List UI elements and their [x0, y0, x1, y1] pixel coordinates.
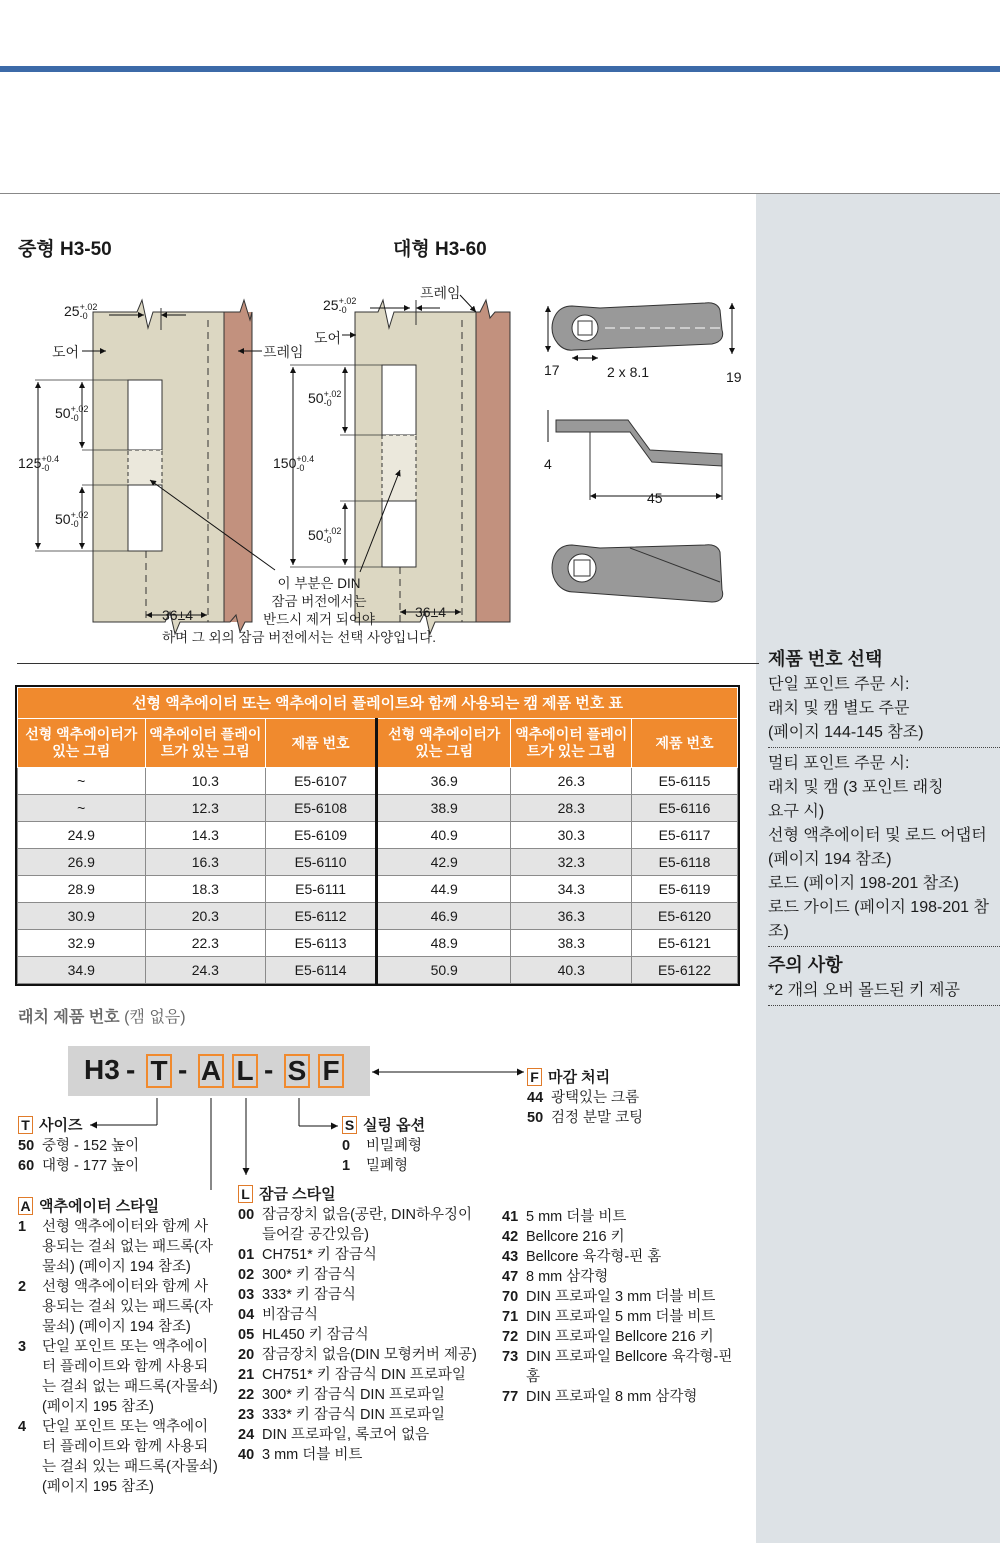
code-letter-a: A [198, 1054, 224, 1088]
option-desc: 비밀폐형 [366, 1138, 423, 1154]
sidebar-content [768, 645, 1000, 1010]
multi-line-8: 조) [768, 923, 789, 940]
table-cell: E5-6114 [266, 957, 377, 984]
option-code: 2 [18, 1279, 27, 1295]
option-item [502, 1327, 742, 1347]
table-cell: 42.9 [376, 849, 510, 876]
table-row [18, 768, 738, 795]
option-code: 1 [342, 1158, 351, 1174]
option-code: 71 [502, 1309, 519, 1325]
option-desc: CH751* 키 잠금식 [262, 1247, 377, 1263]
col-header-part-2: 제품 번호 [632, 719, 738, 768]
table-cell: 40.3 [511, 957, 632, 984]
option-code: 60 [18, 1158, 35, 1174]
seal-block [342, 1116, 425, 1176]
lock-key: L [238, 1185, 253, 1203]
option-item [238, 1365, 478, 1385]
option-code: 70 [502, 1289, 519, 1305]
door-label-large: 도어 [314, 330, 342, 346]
option-item [238, 1325, 478, 1345]
option-item [238, 1245, 478, 1265]
table-cell: 30.9 [18, 903, 146, 930]
finish-key: F [527, 1068, 542, 1086]
table-cell: 40.9 [376, 822, 510, 849]
table-cell: E5-6120 [632, 903, 738, 930]
option-item [502, 1287, 742, 1307]
seal-key: S [342, 1116, 357, 1134]
option-code: 20 [238, 1347, 255, 1363]
table-cell: E5-6115 [632, 768, 738, 795]
table-row [18, 822, 738, 849]
table-cell: 48.9 [376, 930, 510, 957]
table-cell: E5-6109 [266, 822, 377, 849]
table-cell: E5-6108 [266, 795, 377, 822]
multi-line-5: (페이지 194 참조) [768, 851, 892, 868]
table-cell: E5-6111 [266, 876, 377, 903]
option-code: 05 [238, 1327, 255, 1343]
option-desc: 잠금장치 없음(DIN 모형커버 제공) [262, 1347, 477, 1363]
table-cell: E5-6112 [266, 903, 377, 930]
code-dash: - [178, 1054, 188, 1085]
option-desc: 대형 - 177 높이 [42, 1158, 140, 1174]
table-cell: 28.3 [511, 795, 632, 822]
code-letter-l: L [232, 1054, 258, 1088]
option-item [238, 1305, 478, 1325]
option-desc: 300* 키 잠금식 [262, 1267, 356, 1283]
multi-line-2: 래치 및 캠 (3 포인트 래칭 [768, 779, 944, 796]
table-cell: E5-6118 [632, 849, 738, 876]
cam-part-number-table [17, 687, 738, 984]
notes-line: *2 개의 오버 몰드된 키 제공 [768, 982, 960, 999]
code-dash: - [264, 1054, 274, 1085]
option-desc: DIN 프로파일 Bellcore 216 키 [526, 1329, 714, 1345]
col-header-plate-2: 액추에이터 플레이트가 있는 그림 [511, 719, 632, 768]
option-desc: 3 mm 더블 비트 [262, 1447, 363, 1463]
option-desc: 중형 - 152 높이 [42, 1138, 140, 1154]
dim-50-lower-medium: 50+.02 -0 [55, 510, 89, 530]
seal-title: 실링 옵션 [363, 1117, 426, 1134]
code-dash: - [126, 1054, 136, 1085]
code-letter-t: T [146, 1054, 172, 1088]
table-row [18, 903, 738, 930]
select-title: 제품 번호 선택 [768, 649, 883, 669]
finish-title: 마감 처리 [548, 1069, 611, 1086]
section-divider [17, 663, 759, 664]
table-cell: 20.3 [145, 903, 266, 930]
multi-line-6: 로드 (페이지 198-201 참조) [768, 875, 959, 892]
table-cell: E5-6122 [632, 957, 738, 984]
col-header-plate-1: 액추에이터 플레이트가 있는 그림 [145, 719, 266, 768]
cam-alt-view [552, 545, 723, 602]
code-prefix: H3 [84, 1054, 120, 1085]
table-cell: 36.9 [376, 768, 510, 795]
option-item [342, 1136, 425, 1156]
option-desc: 밀폐형 [366, 1158, 409, 1174]
option-item [238, 1345, 478, 1365]
option-desc: 300* 키 잠금식 DIN 프로파일 [262, 1387, 445, 1403]
dim-50-upper-medium: 50+.02 -0 [55, 404, 89, 424]
option-code: 04 [238, 1307, 255, 1323]
table-cell: 46.9 [376, 903, 510, 930]
size-block [18, 1116, 139, 1176]
table-cell: ~ [18, 795, 146, 822]
option-code: 21 [238, 1367, 255, 1383]
table-cell: 18.3 [145, 876, 266, 903]
frame-label-medium: 프레임 [263, 344, 304, 360]
table-cell: 38.9 [376, 795, 510, 822]
lock-block-2 [502, 1207, 742, 1407]
table-cell: 24.9 [18, 822, 146, 849]
option-item [18, 1337, 218, 1417]
option-desc: DIN 프로파일 3 mm 더블 비트 [526, 1289, 716, 1305]
table-cell: 26.3 [511, 768, 632, 795]
heading-medium: 중형 H3-50 [18, 239, 112, 260]
dim-150: 150+0.4 -0 [273, 454, 315, 474]
table-cell: E5-6121 [632, 930, 738, 957]
table-title: 선형 액추에이터 또는 액추에이터 플레이트와 함께 사용되는 캠 제품 번호 표 [18, 688, 738, 719]
option-item [18, 1417, 218, 1497]
latch-title: 래치 제품 번호 (캠 없음) [18, 1009, 186, 1026]
cam-dim-2x81: 2 x 8.1 [607, 364, 650, 380]
single-line-3: (페이지 144-145 참조) [768, 724, 924, 741]
table-cell: E5-6113 [266, 930, 377, 957]
table-cell: ~ [18, 768, 146, 795]
multi-line-7: 로드 가이드 (페이지 198-201 참 [768, 899, 989, 916]
option-item [18, 1277, 218, 1337]
dim-50-upper-large: 50+.02 -0 [308, 389, 342, 409]
table-cell: 26.9 [18, 849, 146, 876]
table-cell: 14.3 [145, 822, 266, 849]
option-item [18, 1217, 218, 1277]
option-code: 77 [502, 1389, 519, 1405]
single-line-2: 래치 및 캠 별도 주문 [768, 700, 910, 717]
option-item [18, 1136, 139, 1156]
option-desc: 단일 포인트 또는 액추에이터 플레이트와 함께 사용되는 걸쇠 없는 패드록(자물쇠) (페이지 195 참조) [42, 1339, 218, 1415]
option-code: 01 [238, 1247, 255, 1263]
cam-dim-17: 17 [544, 362, 560, 378]
option-desc: Bellcore 216 키 [526, 1229, 625, 1245]
table-row [18, 957, 738, 984]
table-cell: 32.3 [511, 849, 632, 876]
notes-title: 주의 사항 [768, 955, 843, 975]
actuator-block [18, 1197, 218, 1497]
table-cell: 36.3 [511, 903, 632, 930]
option-code: 22 [238, 1387, 255, 1403]
dim-25-large: 25+.02 -0 [323, 296, 357, 316]
table-cell: 44.9 [376, 876, 510, 903]
option-desc: Bellcore 육각형-핀 홈 [526, 1249, 662, 1265]
col-header-linear-1: 선형 액추에이터가 있는 그림 [18, 719, 146, 768]
option-code: 24 [238, 1427, 255, 1443]
table-cell: 12.3 [145, 795, 266, 822]
option-item [238, 1285, 478, 1305]
option-item [238, 1405, 478, 1425]
table-cell: E5-6116 [632, 795, 738, 822]
heading-large: 대형 H3-60 [393, 239, 487, 260]
cam-dim-45: 45 [647, 490, 663, 506]
option-item [527, 1108, 643, 1128]
size-key: T [18, 1116, 33, 1134]
door-label-medium: 도어 [52, 344, 80, 360]
option-code: 50 [18, 1138, 35, 1154]
option-desc: DIN 프로파일 8 mm 삼각형 [526, 1389, 698, 1405]
option-item [238, 1425, 478, 1445]
option-item [527, 1088, 643, 1108]
dotted-divider [768, 946, 1000, 947]
option-desc: 잠금장치 없음(공란, DIN하우징이 들어갈 공간있음) [262, 1207, 472, 1243]
actuator-key: A [18, 1197, 33, 1215]
table-cell: E5-6119 [632, 876, 738, 903]
option-desc: 선형 액추에이터와 함께 사용되는 걸쇠 있는 패드록(자물쇠) (페이지 194 참조) [42, 1279, 213, 1335]
option-desc: HL450 키 잠금식 [262, 1327, 369, 1343]
cam-top-view [548, 303, 732, 358]
option-code: 3 [18, 1339, 27, 1355]
option-code: 43 [502, 1249, 519, 1265]
option-item [238, 1205, 478, 1245]
table-cell: 28.9 [18, 876, 146, 903]
table-cell: 34.9 [18, 957, 146, 984]
option-code: 73 [502, 1349, 519, 1365]
option-desc: 광택있는 크롬 [551, 1090, 640, 1106]
option-item [502, 1227, 742, 1247]
table-cell: 10.3 [145, 768, 266, 795]
option-item [502, 1247, 742, 1267]
cam-dim-19: 19 [726, 369, 742, 385]
option-desc: 선형 액추에이터와 함께 사용되는 걸쇠 없는 패드록(자물쇠) (페이지 194 참조) [42, 1219, 213, 1275]
option-item [342, 1156, 425, 1176]
option-code: 41 [502, 1209, 519, 1225]
code-letter-f: F [318, 1054, 344, 1088]
dim-50-lower-large: 50+.02 -0 [308, 526, 342, 546]
option-item [502, 1267, 742, 1287]
finish-block [527, 1068, 643, 1128]
option-code: 4 [18, 1419, 27, 1435]
dotted-divider [768, 1005, 1000, 1006]
table-row [18, 876, 738, 903]
table-cell: E5-6117 [632, 822, 738, 849]
option-code: 47 [502, 1269, 519, 1285]
option-code: 40 [238, 1447, 255, 1463]
option-code: 50 [527, 1110, 544, 1126]
option-desc: 검정 분말 코팅 [551, 1110, 644, 1126]
table-cell: E5-6107 [266, 768, 377, 795]
option-desc: 8 mm 삼각형 [526, 1269, 609, 1285]
dim-36-medium: 36±4 [162, 607, 194, 623]
table-cell: 30.3 [511, 822, 632, 849]
table-cell: 16.3 [145, 849, 266, 876]
option-desc: DIN 프로파일 Bellcore 육각형-핀 홈 [526, 1349, 733, 1385]
dim-125: 125+0.4 -0 [18, 454, 60, 474]
table-cell: 34.3 [511, 876, 632, 903]
col-header-part-1: 제품 번호 [266, 719, 377, 768]
dim-25-medium: 25+.02 -0 [64, 302, 98, 322]
dim-36-large: 36±4 [415, 604, 447, 620]
option-item [238, 1445, 478, 1465]
single-line-1: 단일 포인트 주문 시: [768, 676, 910, 693]
option-item [238, 1385, 478, 1405]
option-item [502, 1347, 742, 1387]
lock-title: 잠금 스타일 [259, 1186, 336, 1203]
option-desc: CH751* 키 잠금식 DIN 프로파일 [262, 1367, 466, 1383]
option-code: 02 [238, 1267, 255, 1283]
table-cell: 50.9 [376, 957, 510, 984]
table-row [18, 930, 738, 957]
multi-line-4: 선형 액추에이터 및 로드 어댑터 [768, 827, 987, 844]
table-row [18, 849, 738, 876]
frame-label-large: 프레임 [420, 285, 461, 301]
option-code: 42 [502, 1229, 519, 1245]
multi-line-3: 요구 시) [768, 803, 825, 820]
option-desc: 333* 키 잠금식 DIN 프로파일 [262, 1407, 445, 1423]
option-code: 00 [238, 1207, 255, 1223]
table-cell: 24.3 [145, 957, 266, 984]
dotted-divider [768, 747, 1000, 748]
din-note: 이 부분은 DIN 잠금 버전에서는 반드시 제거 되어야 하며 그 외의 잠금 버전에서는 선택 사양입니다. [161, 576, 437, 645]
multi-line-1: 멀티 포인트 주문 시: [768, 755, 910, 772]
option-desc: DIN 프로파일 5 mm 더블 비트 [526, 1309, 716, 1325]
option-code: 03 [238, 1287, 255, 1303]
lock-block [238, 1185, 478, 1465]
option-desc: 5 mm 더블 비트 [526, 1209, 627, 1225]
option-item [238, 1265, 478, 1285]
option-item [18, 1156, 139, 1176]
option-item [502, 1207, 742, 1227]
size-title: 사이즈 [39, 1117, 83, 1134]
option-desc: 비잠금식 [262, 1307, 319, 1323]
option-code: 44 [527, 1090, 544, 1106]
table-cell: 22.3 [145, 930, 266, 957]
cam-side-view [548, 410, 722, 500]
option-item [502, 1307, 742, 1327]
option-desc: 단일 포인트 또는 액추에이터 플레이트와 함께 사용되는 걸쇠 있는 패드록(자물쇠) (페이지 195 참조) [42, 1419, 218, 1495]
option-desc: 333* 키 잠금식 [262, 1287, 356, 1303]
option-code: 72 [502, 1329, 519, 1345]
cam-dim-4: 4 [544, 456, 552, 472]
top-accent-bar [0, 66, 1000, 72]
table-cell: 32.9 [18, 930, 146, 957]
option-desc: DIN 프로파일, 록코어 없음 [262, 1427, 430, 1443]
table-row [18, 795, 738, 822]
option-code: 1 [18, 1219, 27, 1235]
option-code: 0 [342, 1138, 351, 1154]
table-cell: 38.3 [511, 930, 632, 957]
option-code: 23 [238, 1407, 255, 1423]
table-cell: E5-6110 [266, 849, 377, 876]
col-header-linear-2: 선형 액추에이터가 있는 그림 [376, 719, 510, 768]
actuator-title: 액추에이터 스타일 [39, 1198, 160, 1215]
code-letter-s: S [284, 1054, 310, 1088]
option-item [502, 1387, 742, 1407]
